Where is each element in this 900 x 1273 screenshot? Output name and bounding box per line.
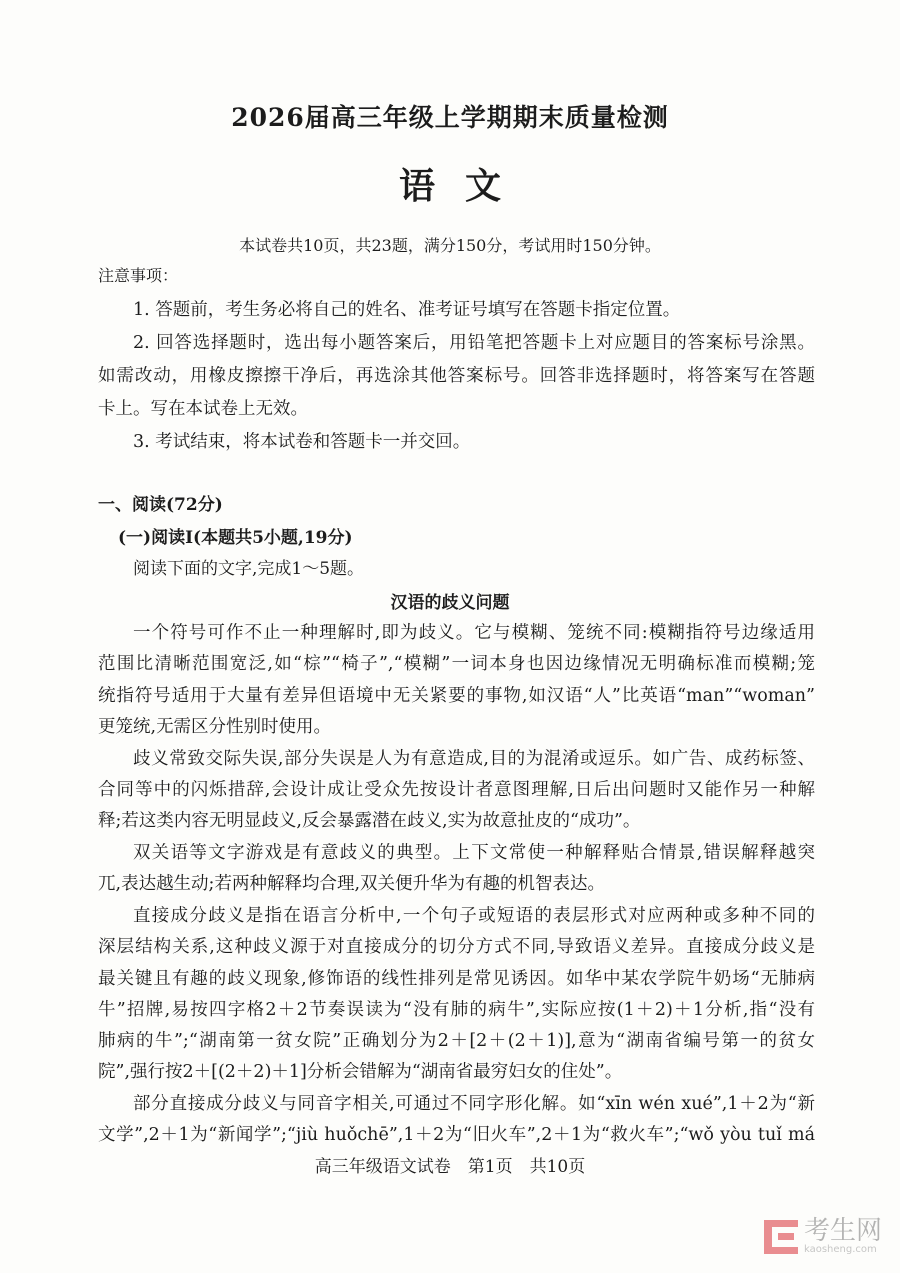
article-line: 部分直接成分歧义与同音字相关,可通过不同字形化解。如“xīn wén xué”,1＋2为“新: [133, 1094, 815, 1115]
watermark-url: kaosheng.com: [803, 1244, 877, 1255]
section-title: 一、阅读(72分): [98, 495, 223, 515]
article-line: 范围比清晰范围宽泛,如“棕”“椅子”,“模糊”一词本身也因边缘情况无明确标准而模糊;笼: [98, 654, 815, 675]
article-line: 最关键且有趣的歧义现象,修饰语的线性排列是常见诱因。如华中某农学院牛奶场“无肺病: [98, 968, 815, 989]
note-line: 2. 回答选择题时，选出每小题答案后，用铅笔把答题卡上对应题目的答案标号涂黑。: [133, 333, 815, 353]
article-line: 肺病的牛”;“湖南第一贫女院”正确划分为2＋[2＋(2＋1)],意为“湖南省编号第一的贫女: [98, 1031, 815, 1052]
article-line: 双关语等文字游戏是有意歧义的典型。上下文常使一种解释贴合情景,错误解释越突: [133, 842, 815, 863]
article-line: 深层结构关系,这种歧义源于对直接成分的切分方式不同,导致语义差异。直接成分歧义是: [98, 937, 815, 958]
article-line: 直接成分歧义是指在语言分析中,一个句子或短语的表层形式对应两种或多种不同的: [133, 905, 815, 926]
note-line: 如需改动，用橡皮擦擦干净后，再选涂其他答案标号。回答非选择题时，将答案写在答题: [98, 366, 815, 386]
exam-info: 本试卷共10页，共23题，满分150分，考试用时150分钟。: [239, 236, 661, 255]
article-line: 歧义常致交际失误,部分失误是人为有意造成,目的为混淆或逗乐。如广告、成药标签、: [133, 748, 815, 769]
note-line: 1. 答题前，考生务必将自己的姓名、准考证号填写在答题卡指定位置。: [133, 300, 681, 320]
page-footer: 高三年级语文试卷 第1页 共10页: [314, 1157, 586, 1177]
article-title: 汉语的歧义问题: [390, 593, 510, 613]
exam-title: 2026届高三年级上学期期末质量检测: [231, 103, 669, 132]
note-line: 卡上。写在本试卷上无效。: [98, 399, 308, 419]
watermark-name: 考生网: [803, 1216, 882, 1246]
article-line: 一个符号可作不止一种理解时,即为歧义。它与模糊、笼统不同:模糊指符号边缘适用: [133, 623, 815, 643]
watermark: [764, 1218, 882, 1255]
article-line: 院”,强行按2＋[(2＋2)＋1]分析会错解为“湖南省最穷妇女的住处”。: [98, 1062, 623, 1083]
notes-label: 注意事项：: [98, 266, 179, 285]
instruction: 阅读下面的文字,完成1～5题。: [133, 559, 365, 579]
article-line: 释;若这类内容无明显歧义,反会暴露潜在歧义,实为故意扯皮的“成功”。: [98, 811, 641, 832]
article-line: 牛”招牌,易按四字格2＋2节奏误读为“没有肺的病牛”,实际应按(1＋2)＋1分析,指“没有: [98, 999, 815, 1020]
article-line: 兀,表达越生动;若两种解释均合理,双关便升华为有趣的机智表达。: [98, 874, 606, 895]
watermark-logo-icon: [764, 1220, 798, 1254]
article-line: 合同等中的闪烁措辞,会设计成让受众先按设计者意图理解,日后出问题时又能作另一种解: [98, 779, 815, 800]
section-subtitle: (一)阅读Ⅰ(本题共5小题,19分): [118, 528, 353, 548]
subject-title: 语文: [398, 165, 531, 207]
article-line: 更笼统,无需区分性别时使用。: [98, 716, 332, 737]
note-line: 3. 考试结束，将本试卷和答题卡一并交回。: [133, 432, 471, 452]
article-line: 统指符号适用于大量有差异但语境中无关紧要的事物,如汉语“人”比英语“man”“woman”: [98, 685, 815, 706]
article-line: 文学”,2＋1为“新闻学”;“jiù huǒchē”,1＋2为“旧火车”,2＋1为“救火车”;“wǒ yòu tuǐ má: [98, 1125, 815, 1146]
